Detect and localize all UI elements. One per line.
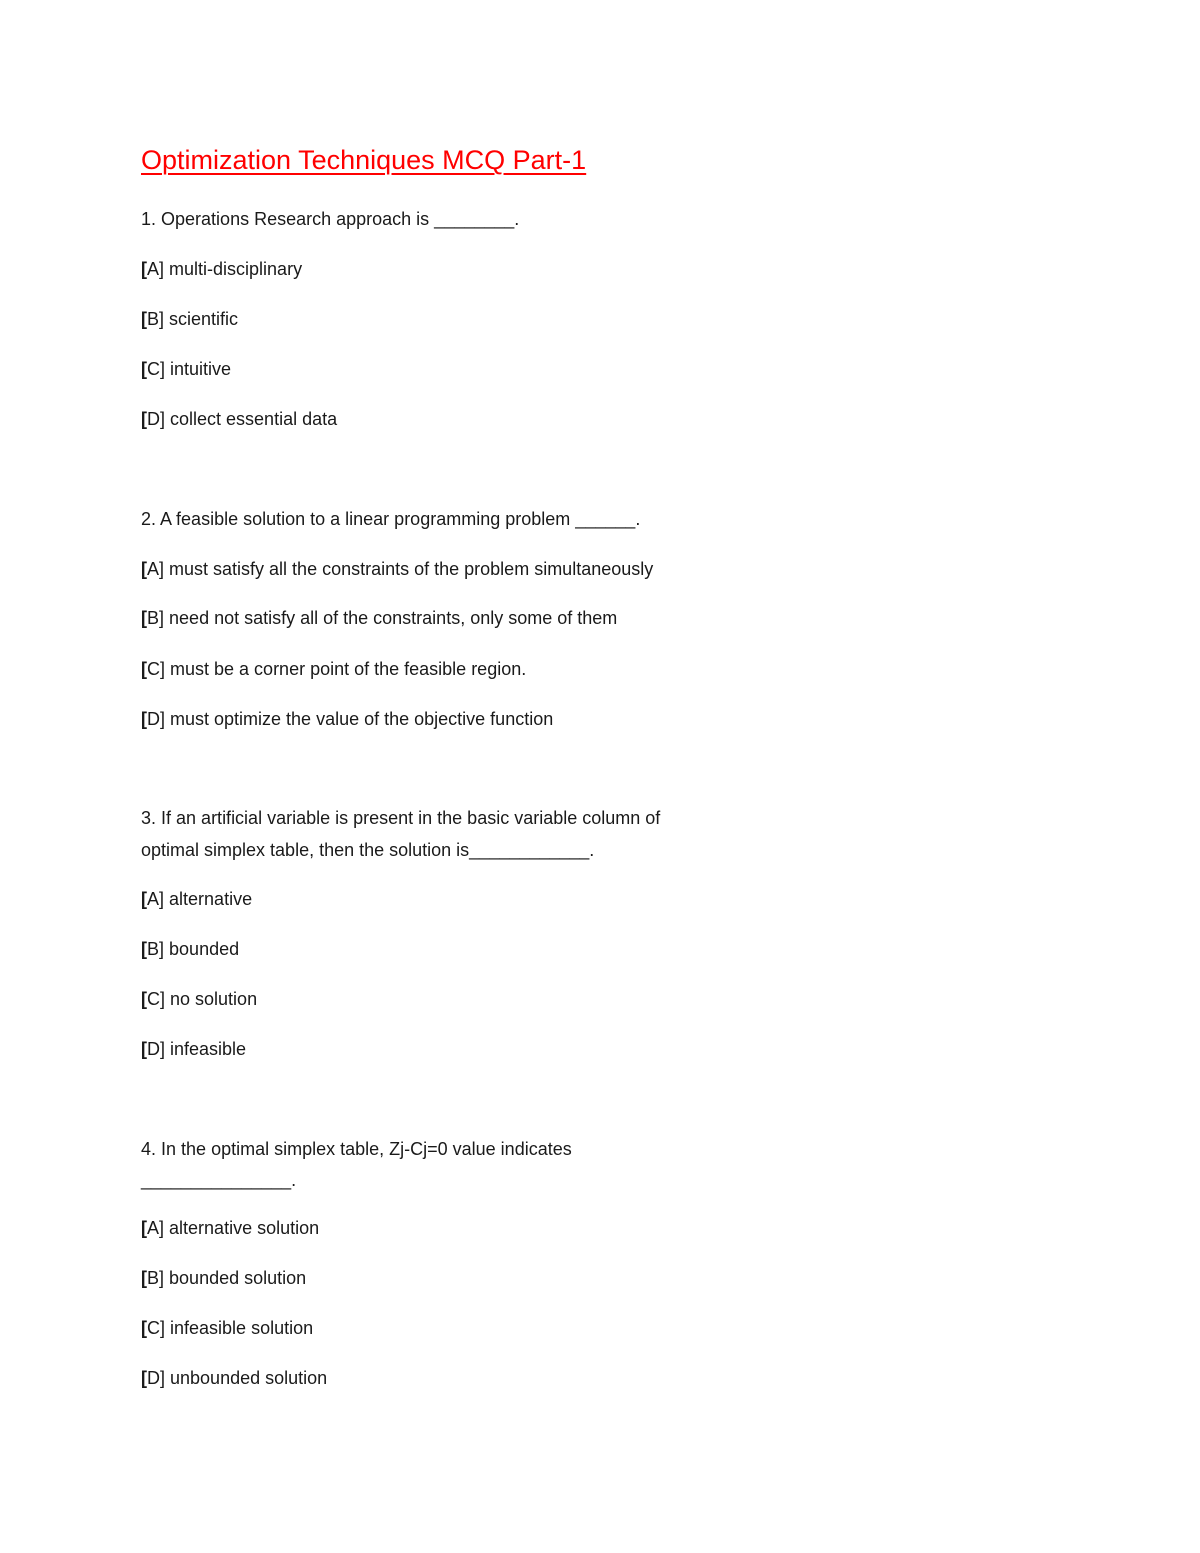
question-3-text-cont xyxy=(141,838,594,862)
option-text: alternative xyxy=(169,889,253,909)
option-letter: D xyxy=(147,1039,160,1059)
option-letter: A xyxy=(147,889,160,909)
question-number: 4. xyxy=(141,1139,157,1159)
option-letter: A xyxy=(147,259,160,279)
option-letter: B xyxy=(147,1268,160,1288)
option-letter: C xyxy=(147,989,160,1009)
question-4-option-b: [B] bounded solution xyxy=(141,1268,307,1288)
question-1-option-b: [B] scientific xyxy=(141,309,239,329)
option-letter: C xyxy=(147,359,160,379)
question-line: _______________. xyxy=(141,1170,297,1190)
page-title: Optimization Techniques MCQ Part-1 xyxy=(141,145,587,175)
option-letter: C xyxy=(147,1318,160,1338)
question-1-text xyxy=(141,207,519,231)
question-line: A feasible solution to a linear programming problem ______. xyxy=(160,509,641,529)
question-3-option-b: [B] bounded xyxy=(141,939,240,959)
question-2-option-b: [B] need not satisfy all of the constraints, only some of them xyxy=(141,608,618,628)
question-3-option-a: [A] alternative xyxy=(141,889,253,909)
question-line: Operations Research approach is ________. xyxy=(161,209,520,229)
question-1-option-a: [A] multi-disciplinary xyxy=(141,259,303,279)
option-text: unbounded solution xyxy=(170,1368,328,1388)
question-3-option-c: [C] no solution xyxy=(141,989,258,1009)
question-4-option-c: [C] infeasible solution xyxy=(141,1318,314,1338)
question-3-option-d: [D] infeasible xyxy=(141,1039,247,1059)
question-line: In the optimal simplex table, Zj-Cj=0 value indicates xyxy=(161,1139,572,1159)
option-letter: D xyxy=(147,409,160,429)
option-text: no solution xyxy=(170,989,258,1009)
option-text: intuitive xyxy=(170,359,232,379)
option-text: must be a corner point of the feasible region. xyxy=(170,659,527,679)
question-2-option-d: [D] must optimize the value of the objective function xyxy=(141,709,554,729)
question-number: 1. xyxy=(141,209,157,229)
question-1-option-d: [D] collect essential data xyxy=(141,409,338,429)
option-text: must optimize the value of the objective function xyxy=(170,709,554,729)
option-text: multi-disciplinary xyxy=(169,259,303,279)
option-text: infeasible xyxy=(170,1039,247,1059)
option-text: alternative solution xyxy=(169,1218,320,1238)
option-letter: B xyxy=(147,309,160,329)
question-4-text xyxy=(141,1137,572,1161)
question-line: If an artificial variable is present in the basic variable column of xyxy=(161,808,661,828)
question-4-option-d: [D] unbounded solution xyxy=(141,1368,328,1388)
option-text: bounded solution xyxy=(169,1268,307,1288)
option-letter: C xyxy=(147,659,160,679)
question-4-option-a: [A] alternative solution xyxy=(141,1218,320,1238)
question-4-text-cont xyxy=(141,1168,296,1192)
option-text: need not satisfy all of the constraints, only some of them xyxy=(169,608,618,628)
option-text: scientific xyxy=(169,309,239,329)
question-number: 3. xyxy=(141,808,157,828)
option-text: bounded xyxy=(169,939,240,959)
option-letter: B xyxy=(147,939,160,959)
question-2-option-a: [A] must satisfy all the constraints of the problem simultaneously xyxy=(141,559,654,579)
question-2-option-c: [C] must be a corner point of the feasible region. xyxy=(141,659,527,679)
question-number: 2. xyxy=(141,509,157,529)
question-3-text xyxy=(141,806,660,830)
question-1-option-c: [C] intuitive xyxy=(141,359,232,379)
option-text: infeasible solution xyxy=(170,1318,314,1338)
option-letter: B xyxy=(147,608,160,628)
question-2-text xyxy=(141,507,640,531)
option-letter: D xyxy=(147,1368,160,1388)
question-line: optimal simplex table, then the solution is____________. xyxy=(141,840,595,860)
option-letter: D xyxy=(147,709,160,729)
option-letter: A xyxy=(147,559,160,579)
option-text: collect essential data xyxy=(170,409,338,429)
option-letter: A xyxy=(147,1218,160,1238)
option-text: must satisfy all the constraints of the problem simultaneously xyxy=(169,559,654,579)
